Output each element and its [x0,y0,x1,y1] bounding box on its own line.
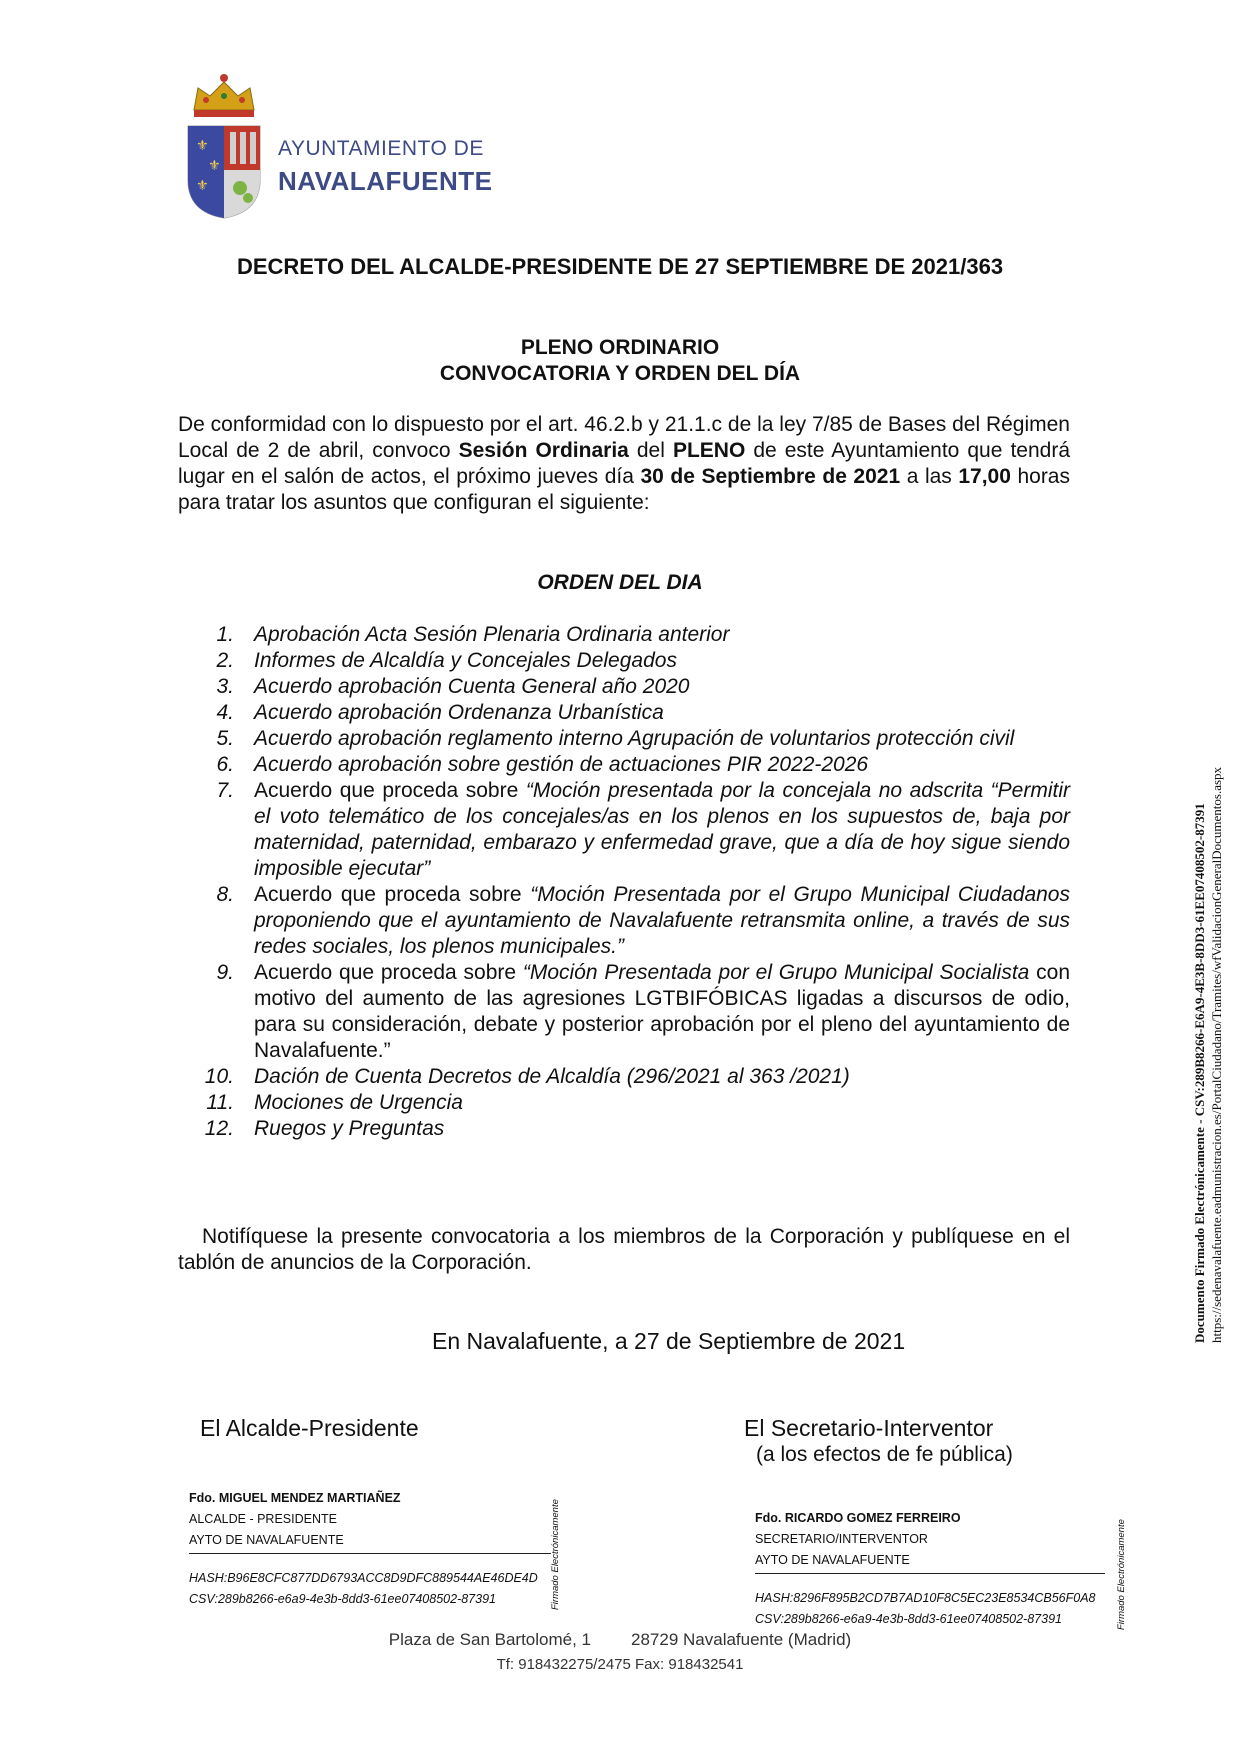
agenda-item-text: Mociones de Urgencia [254,1091,463,1114]
agenda-item-text: Informes de Alcaldía y Concejales Delegados [254,649,677,672]
secretary-role-title: El Secretario-Interventor [744,1415,994,1441]
org-name-line1: AYUNTAMIENTO DE [278,137,484,160]
agenda-item [178,1064,1070,1090]
signature-csv: CSV:289b8266-e6a9-4e3b-8dd3-61ee07408502-87391 [755,1612,1062,1626]
secretary-signature-block [755,1508,1105,1630]
intro-text: a las [900,465,959,488]
mayor-role-title: El Alcalde-Presidente [200,1415,419,1441]
agenda-item-text: Acuerdo aprobación reglamento interno Agrupación de voluntarios protección civil [254,727,1015,750]
signer-name: Fdo. MIGUEL MENDEZ MARTIAÑEZ [189,1491,401,1505]
signer-title: SECRETARIO/INTERVENTOR [755,1532,928,1546]
agenda-list [178,622,1070,1142]
intro-bold: 30 de Septiembre de 2021 [640,465,901,488]
signature-csv: CSV:289b8266-e6a9-4e3b-8dd3-61ee07408502-87391 [189,1592,496,1606]
intro-bold: 17,00 [958,465,1011,488]
agenda-item-text: Ruegos y Preguntas [254,1117,445,1140]
agenda-item [178,752,1070,778]
intro-bold: PLENO [672,439,746,462]
agenda-item-number: 3. [216,675,234,698]
footer-phone: Tf: 918432275/2475 Fax: 918432541 [496,1656,744,1673]
agenda-item-number: 10. [204,1065,234,1088]
signer-name: Fdo. RICARDO GOMEZ FERREIRO [755,1511,961,1525]
agenda-item [178,778,1070,882]
agenda-item-number: 11. [206,1091,234,1114]
secretary-role-subtitle: (a los efectos de fe pública) [756,1443,1013,1466]
electronic-signature-stamp: Firmado Electrónicamente [550,1499,561,1610]
intro-text: De conformidad con lo dispuesto por el art. 46.2.b y 21.1.c de la ley 7/85 de Bases del Régimen Local de 2 de abril, convoco [178,413,1070,462]
agenda-item-text: Acuerdo aprobación Ordenanza Urbanística [254,701,664,724]
agenda-item-text: Aprobación Acta Sesión Plenaria Ordinaria anterior [254,623,730,646]
signature-divider [755,1573,1105,1574]
section-title [0,335,1240,387]
municipal-coat-of-arms-icon [184,70,264,220]
footer-city: 28729 Navalafuente (Madrid) [631,1630,852,1649]
agenda-item-quote: “Moción presentada por la concejala no adscrita “Permitir el voto telemático de los concejales/as en los plenos en los supuestos de, baja por maternidad, paternidad, embarazo y enfermedad grave, que a día de hoy sigue siendo imposible ejecutar” [254,779,1070,880]
section-title-line2: CONVOCATORIA Y ORDEN DEL DÍA [439,362,801,385]
agenda-title: ORDEN DEL DIA [537,571,703,594]
footer-address [0,1630,1240,1650]
signer-org: AYTO DE NAVALAFUENTE [755,1553,910,1567]
intro-text: horas para tratar los asuntos que configuran el siguiente: [178,465,1070,514]
footer-street: Plaza de San Bartolomé, 1 [388,1630,592,1649]
side-validation-url: https://sedenavalafuente.eadmunistracion.es/PortalCiudadano/Tramites/wfValidacionGeneralDocumentos.aspx [1209,766,1224,1343]
agenda-item-number: 8. [216,883,234,906]
signature-hash: HASH:8296F895B2CD7B7AD10F8C5EC23E8534CB56F0A8 [755,1591,1096,1605]
agenda-item-text: Dación de Cuenta Decretos de Alcaldía (296/2021 al 363 /2021) [254,1065,850,1088]
agenda-item [178,882,1070,960]
intro-text: del [628,439,673,462]
agenda-item [178,622,1070,648]
signature-hash: HASH:B96E8CFC877DD6793ACC8D9DFC889544AE46DE4D [189,1571,538,1585]
intro-paragraph [178,412,1070,516]
intro-bold: Sesión Ordinaria [458,439,629,462]
agenda-item-text: Acuerdo aprobación Cuenta General año 2020 [254,675,690,698]
electronic-signature-stamp: Firmado Electrónicamente [1116,1519,1127,1630]
agenda-item-number: 4. [216,701,234,724]
agenda-item-text: Acuerdo aprobación sobre gestión de actuaciones PIR 2022-2026 [254,753,869,776]
agenda-item-rest: con motivo del aumento de las agresiones LGTBIFÓBICAS ligadas a discursos de odio, para su consideración, debate y posterior aprobación por el pleno del ayuntamiento de Navalafuente.” [254,961,1070,1062]
agenda-item-number: 9. [216,961,234,984]
place-date: En Navalafuente, a 27 de Septiembre de 2021 [432,1328,906,1354]
notice-paragraph: Notifíquese la presente convocatoria a los miembros de la Corporación y publíquese en el tablón de anuncios de la Corporación. [178,1225,1070,1274]
agenda-item-lead: Acuerdo que proceda sobre [254,779,526,802]
agenda-item [178,960,1070,1064]
agenda-item-lead: Acuerdo que proceda sobre [254,961,523,984]
side-validation-csv: Documento Firmado Electrónicamente - CSV:289B8266-E6A9-4E3B-8DD3-61EE07408502-87391 [1192,803,1207,1343]
agenda-item-lead: Acuerdo que proceda sobre [254,883,531,906]
mayor-signature-block [189,1488,551,1610]
agenda-item [178,674,1070,700]
agenda-item [178,1090,1070,1116]
signer-title: ALCALDE - PRESIDENTE [189,1512,337,1526]
agenda-item [178,700,1070,726]
agenda-item-number: 7. [216,779,234,802]
svg-text:⚜: ⚜ [208,158,221,174]
signature-divider [189,1553,551,1554]
agenda-item-number: 1. [216,623,234,646]
agenda-item [178,1116,1070,1142]
agenda-item-number: 5. [216,727,234,750]
agenda-item [178,726,1070,752]
org-name-line2: NAVALAFUENTE [278,166,493,196]
agenda-item-number: 12. [204,1117,234,1140]
agenda-item [178,648,1070,674]
signer-org: AYTO DE NAVALAFUENTE [189,1533,344,1547]
agenda-item-quote: “Moción Presentada por el Grupo Municipal Socialista [522,961,1030,984]
intro-text: de este Ayuntamiento que tendrá lugar en el salón de actos, el próximo jueves día [178,439,1070,488]
agenda-item-quote: “Moción Presentada por el Grupo Municipal Ciudadanos proponiendo que el ayuntamiento de Navalafuente retransmita online, a través de sus redes sociales, los plenos municipales.” [254,883,1070,958]
section-title-line1: PLENO ORDINARIO [520,336,720,359]
svg-text:⚜: ⚜ [196,178,209,194]
agenda-item-number: 6. [216,753,234,776]
svg-text:⚜: ⚜ [196,138,209,154]
decree-title: DECRETO DEL ALCALDE-PRESIDENTE DE 27 SEPTIEMBRE DE 2021/363 [236,254,1004,279]
agenda-item-number: 2. [216,649,234,672]
